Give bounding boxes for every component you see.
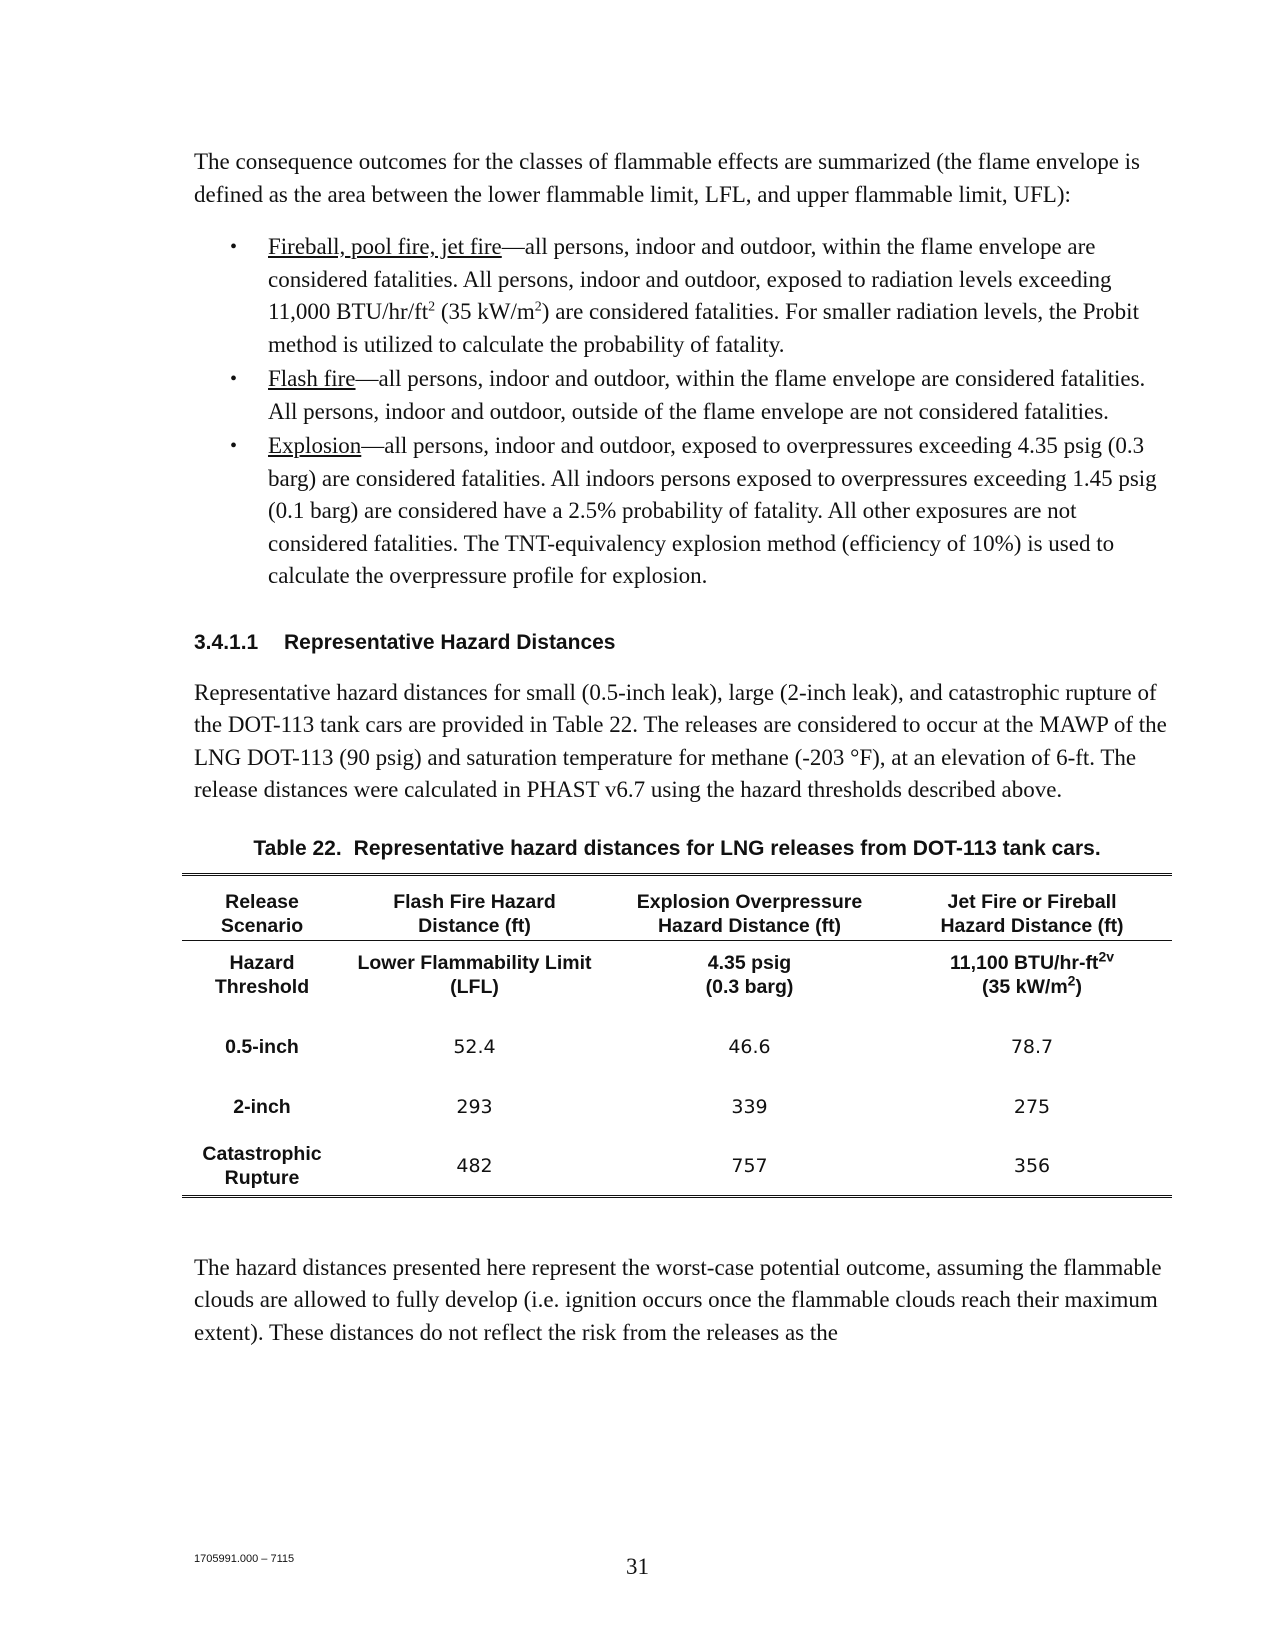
table-caption-text: Representative hazard distances for LNG releases from DOT-113 tank cars. <box>353 836 1101 860</box>
section-title: Representative Hazard Distances <box>284 630 616 654</box>
column-header: Jet Fire or Fireball Hazard Distance (ft) <box>892 874 1172 940</box>
list-item <box>194 231 1169 361</box>
superscript: 2 <box>428 299 436 315</box>
table-cell: 52.4 <box>453 1035 496 1058</box>
closing-paragraph: The hazard distances presented here represent the worst-case potential outcome, assuming the flammable clouds are allowed to fully develop (i.e. ignition occurs once the flammable clouds reach their maximum extent). These distances do not reflect the risk from the releases as the <box>194 1254 1162 1345</box>
column-header: Release Scenario <box>182 874 342 940</box>
table-cell: 11,100 BTU/$hr-ft^{2v}$ (35 $kW/m^2$) <box>949 948 1115 998</box>
bullet-icon: • <box>230 368 238 390</box>
bullet-text: —all persons, indoor and outdoor, within the flame envelope are considered fatalities. All persons, indoor and outdoor, exposed to radiation levels exceeding 11,000 BTU/hr/ft <box>268 234 1112 324</box>
section-paragraph: Representative hazard distances for small (0.5-inch leak), large (2-inch leak), and catastrophic rupture of the DOT-113 tank cars are provided in Table 22. The releases are considered to occur at the MAWP of the LNG DOT-113 (90 psig) and saturation temperature for methane (-203 °F), at an elevation of 6-ft. The release distances were calculated in PHAST v6.7 using the hazard thresholds described above. <box>194 679 1167 802</box>
column-header: Flash Fire Hazard Distance (ft) <box>342 874 607 940</box>
hazard-distance-table <box>182 873 1172 1198</box>
footer-doc-number: 1705991.000 – 7115 <box>194 1553 295 1565</box>
table-cell: 2-inch <box>233 1095 291 1118</box>
table-row <box>182 1137 1172 1197</box>
bullet-term: Fireball, pool fire, jet fire <box>268 234 502 259</box>
bullet-text: —all persons, indoor and outdoor, within the flame envelope are considered fatalities. All persons, indoor and outdoor, outside of the flame envelope are not considered fatalities. <box>268 366 1146 424</box>
table-cell: 482 <box>456 1154 493 1177</box>
table-cell: 356 <box>1013 1154 1051 1177</box>
table-cell: 46.6 <box>728 1035 771 1058</box>
bullet-term: Flash fire <box>268 366 356 391</box>
table-cell: 4.35 psig (0.3 barg) <box>705 951 794 998</box>
superscript: 2 <box>534 299 542 315</box>
table-cell: 0.5-inch <box>225 1035 299 1058</box>
bullet-icon: • <box>230 435 238 457</box>
table-header-row <box>182 874 1172 940</box>
table-cell: Lower Flammability Limit (LFL) <box>357 951 592 998</box>
consequence-list <box>194 231 1169 593</box>
table-caption <box>182 837 1172 861</box>
list-item <box>194 363 1169 428</box>
column-header: Explosion Overpressure Hazard Distance (ft) <box>607 874 892 940</box>
bullet-text: —all persons, indoor and outdoor, exposed to overpressures exceeding 4.35 psig (0.3 barg) are considered fatalities. All indoors persons exposed to overpressures exceeding 1.45 psig (0.1 barg) are considered have a 2.5% probability of fatality. All other exposures are not considered fatalities. The TNT-equivalency explosion method (efficiency of 10%) is used to calculate the overpressure profile for explosion. <box>268 433 1157 588</box>
table-cell: 293 <box>456 1095 493 1118</box>
intro-paragraph: The consequence outcomes for the classes of flammable effects are summarized (the flame envelope is defined as the area between the lower flammable limit, LFL, and upper flammable limit, UFL): <box>194 149 1141 207</box>
table-row <box>182 1017 1172 1077</box>
bullet-term: Explosion <box>268 433 362 458</box>
table-cell: 339 <box>731 1095 768 1118</box>
table-row <box>182 940 1172 1017</box>
table-row <box>182 1077 1172 1137</box>
bullet-icon: • <box>230 236 238 258</box>
table-caption-label: Table 22. <box>253 836 342 860</box>
section-number: 3.4.1.1 <box>194 630 259 654</box>
table-cell: Catastrophic Rupture <box>202 1142 322 1189</box>
table-cell: Hazard Threshold <box>214 951 310 998</box>
bullet-text: ) are considered fatalities. For smaller radiation levels, the Probit method is utilized to calculate the probability of fatality. <box>268 299 1139 357</box>
list-item <box>194 430 1169 593</box>
document-page <box>194 146 1169 1349</box>
table-cell: 757 <box>731 1154 768 1177</box>
table-cell: 275 <box>1013 1095 1051 1118</box>
table-cell: 78.7 <box>1010 1035 1054 1058</box>
footer-page-number: 31 <box>626 1554 649 1579</box>
section-heading <box>194 631 1169 655</box>
bullet-text: (35 kW/m <box>435 299 535 324</box>
